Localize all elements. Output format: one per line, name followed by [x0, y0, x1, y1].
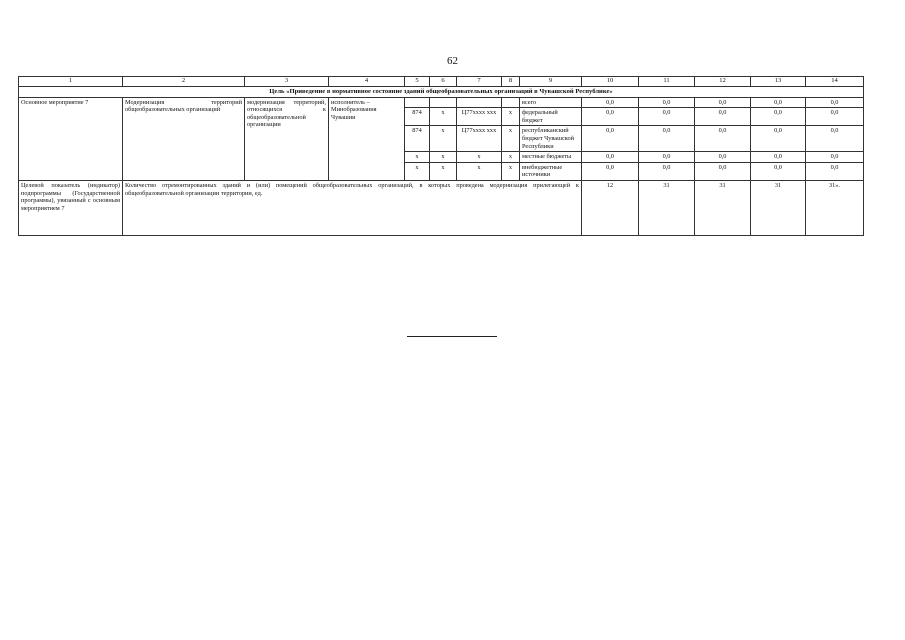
column-header: 3: [245, 77, 329, 87]
funding-source: федеральный бюджет: [520, 108, 582, 126]
measure-name: Основное мероприятие 7: [19, 97, 123, 180]
section-code: х: [430, 126, 457, 152]
indicator-row: [19, 180, 864, 235]
column-header: 8: [502, 77, 520, 87]
target-code: Ц77хххх ххх: [457, 126, 502, 152]
target-code: х: [457, 152, 502, 163]
value-cell: 0,0: [582, 97, 639, 108]
column-header: 7: [457, 77, 502, 87]
target-code: х: [457, 162, 502, 180]
value-cell: 0,0: [695, 108, 751, 126]
column-header: 11: [639, 77, 695, 87]
funding-source: местные бюджеты: [520, 152, 582, 163]
column-header: 13: [751, 77, 806, 87]
budget-code: х: [405, 162, 430, 180]
target-code: [457, 97, 502, 108]
budget-code: 874: [405, 126, 430, 152]
value-cell: 0,0: [806, 108, 864, 126]
column-header: 14: [806, 77, 864, 87]
table-row: [19, 97, 864, 108]
column-header: 6: [430, 77, 457, 87]
value-cell: 0,0: [639, 152, 695, 163]
funding-source: всего: [520, 97, 582, 108]
measure-executor: исполнитель – Минобразования Чувашии: [329, 97, 405, 180]
expense-code: х: [502, 108, 520, 126]
column-header: 10: [582, 77, 639, 87]
value-cell: 0,0: [806, 97, 864, 108]
value-cell: 0,0: [582, 108, 639, 126]
value-cell: 0,0: [582, 152, 639, 163]
expense-code: х: [502, 152, 520, 163]
section-code: [430, 97, 457, 108]
indicator-label: Целевой показатель (индикатор) подпрограммы (Государственной программы), увязанный с основным мероприятием 7: [19, 180, 123, 235]
value-cell: 0,0: [751, 162, 806, 180]
budget-code: 874: [405, 108, 430, 126]
indicator-value: 31: [751, 180, 806, 235]
section-code: х: [430, 108, 457, 126]
section-code: х: [430, 152, 457, 163]
value-cell: 0,0: [751, 152, 806, 163]
column-header-row: [19, 77, 864, 87]
measure-task: модернизация территорий, относящихся к общеобразовательной организации: [245, 97, 329, 180]
budget-code: х: [405, 152, 430, 163]
column-header: 9: [520, 77, 582, 87]
measure-description: Модернизация территорий общеобразовательных организаций: [123, 97, 245, 180]
value-cell: 0,0: [639, 97, 695, 108]
indicator-value: 31».: [806, 180, 864, 235]
column-header: 1: [19, 77, 123, 87]
column-header: 2: [123, 77, 245, 87]
program-table: [18, 76, 864, 236]
column-header: 12: [695, 77, 751, 87]
value-cell: 0,0: [695, 97, 751, 108]
funding-source: внебюджетные источники: [520, 162, 582, 180]
column-header: 5: [405, 77, 430, 87]
expense-code: х: [502, 162, 520, 180]
value-cell: 0,0: [806, 152, 864, 163]
value-cell: 0,0: [582, 162, 639, 180]
goal-row: [19, 87, 864, 98]
section-code: х: [430, 162, 457, 180]
indicator-value: 31: [639, 180, 695, 235]
indicator-value: 31: [695, 180, 751, 235]
indicator-value: 12: [582, 180, 639, 235]
value-cell: 0,0: [695, 162, 751, 180]
budget-code: [405, 97, 430, 108]
value-cell: 0,0: [751, 97, 806, 108]
value-cell: 0,0: [639, 108, 695, 126]
expense-code: [502, 97, 520, 108]
column-header: 4: [329, 77, 405, 87]
goal-title: Цель «Приведение в нормативное состояние зданий общеобразовательных организаций в Чувашской Республике»: [19, 87, 864, 98]
funding-source: республиканский бюджет Чувашской Республики: [520, 126, 582, 152]
closing-rule: [407, 336, 497, 337]
value-cell: 0,0: [639, 162, 695, 180]
value-cell: 0,0: [639, 126, 695, 152]
page-number: 62: [447, 55, 458, 67]
value-cell: 0,0: [751, 108, 806, 126]
value-cell: 0,0: [582, 126, 639, 152]
value-cell: 0,0: [695, 152, 751, 163]
indicator-text: Количество отремонтированных зданий и (или) помещений общеобразовательных организаций, в которых проведена модернизация прилегающей к общеобразовательной организации территории, ед.: [123, 180, 582, 235]
target-code: Ц77хххх ххх: [457, 108, 502, 126]
expense-code: х: [502, 126, 520, 152]
value-cell: 0,0: [806, 162, 864, 180]
value-cell: 0,0: [806, 126, 864, 152]
value-cell: 0,0: [751, 126, 806, 152]
value-cell: 0,0: [695, 126, 751, 152]
